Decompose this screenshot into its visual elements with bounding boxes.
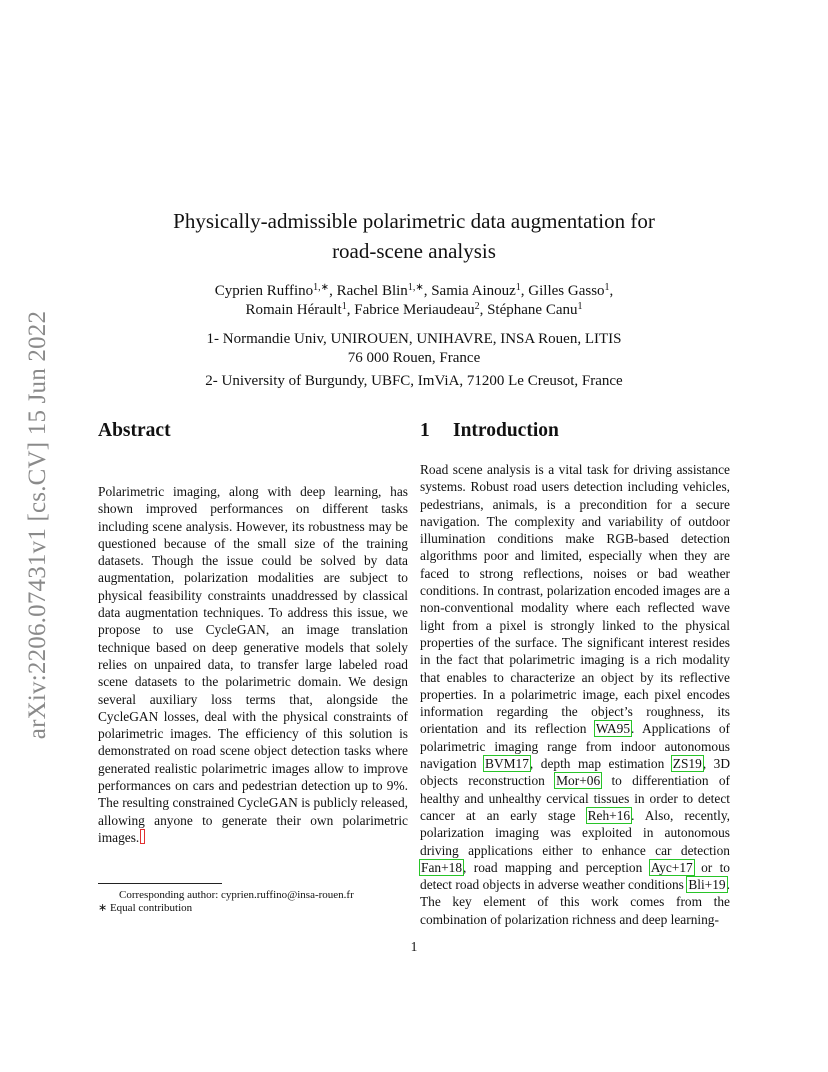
citation-link[interactable]: BVM17	[485, 756, 529, 772]
intro-text-segment: . Applications of polarimetric imaging range from indoor autonomous navigation	[420, 721, 731, 772]
author-affil-sup: 1	[341, 301, 347, 312]
title-line-1: Physically-admissible polarimetric data augmentation for	[173, 209, 655, 233]
affiliation-1-line-2: 76 000 Rouen, France	[347, 350, 481, 366]
author-sep: ,	[329, 283, 337, 299]
introduction-body	[420, 461, 730, 928]
citation-link[interactable]: Reh+16	[587, 807, 631, 823]
section-title: Introduction	[453, 420, 559, 441]
citation-link[interactable]: ZS19	[672, 756, 702, 772]
author-name: Fabrice Meriaudeau	[354, 302, 475, 318]
author-name: Rachel Blin	[336, 283, 408, 299]
arxiv-identifier-text: arXiv:2206.07431v1 [cs.CV] 15 Jun 2022	[24, 310, 51, 740]
abstract-body	[98, 483, 408, 846]
author-name: Cyprien Ruffino	[214, 283, 314, 299]
intro-text-segment: , 3D objects reconstruction	[420, 756, 731, 789]
citation-link[interactable]: WA95	[595, 721, 631, 737]
section-number: 1	[420, 420, 430, 441]
abstract-text: Polarimetric imaging, along with deep learning, has shown improved performances on different tasks including scene analysis. However, its robustness may be questioned because of the small size of the training datasets. Though the issue could be solved by data augmentation, polarization modalities are subject to physical feasibility constraints unaddressed by classical data augmentation techniques. To address this issue, we propose to use CycleGAN, an image translation technique based on deep generative models that solely relies on unpaired data, to transfer large labeled road scene datasets to the polarimetric domain. We design several auxiliary loss terms that, alongside the CycleGAN losses, deal with the physical constraints of polarimetric images. The efficiency of this solution is demonstrated on road scene object detection tasks where generated realistic polarimetric images allow to improve performances on cars and pedestrian detection up to 9%. The resulting constrained CycleGAN is publicly released, allowing anyone to generate their own polarimetric images.	[98, 484, 408, 845]
author-affil-sup: 1,∗	[313, 282, 330, 293]
author-affil-sup: 2	[474, 301, 480, 312]
title-line-2: road-scene analysis	[332, 239, 496, 263]
author-name: Stéphane Canu	[487, 302, 578, 318]
author-affil-sup: 1,∗	[407, 282, 424, 293]
citation-link[interactable]: Fan+18	[421, 859, 463, 875]
author-list	[98, 282, 730, 320]
author-line-1	[98, 282, 730, 301]
citation-link[interactable]: Ayc+17	[650, 859, 693, 875]
section-heading-introduction	[420, 420, 559, 442]
author-affil-sup: 1	[515, 282, 521, 293]
paper-title	[98, 206, 730, 266]
author-sep: ,	[423, 283, 432, 299]
author-sep: ,	[479, 302, 488, 318]
footnote-link-marker[interactable]	[140, 829, 145, 844]
citation-link[interactable]: Mor+06	[556, 773, 601, 789]
abstract-heading: Abstract	[98, 420, 171, 441]
footnote-corresponding-author: Corresponding author: cyprien.ruffino@insa-rouen.fr	[119, 889, 354, 901]
intro-text-segment: to differentiation of healthy and unhealthy cervical tissues in order to detect cancer at an early stage	[420, 773, 730, 823]
intro-text-segment: . Also, recently, polarization imaging was exploited in autonomous driving applications either to enhance car detection	[420, 807, 730, 858]
intro-text-segment: or to detect road objects in adverse weather conditions	[420, 859, 731, 893]
author-line-2	[98, 301, 730, 320]
affiliation-1	[98, 330, 730, 368]
author-sep: ,	[346, 302, 355, 318]
page-number: 1	[410, 939, 418, 954]
intro-text-segment: . The key element of this work comes from the combination of polarization richness and deep learning-	[420, 877, 730, 927]
author-sep: ,	[609, 283, 614, 299]
author-affil-sup: 1	[577, 301, 583, 312]
author-name: Gilles Gasso	[528, 283, 605, 299]
author-name: Romain Hérault	[245, 302, 342, 318]
intro-text-segment: Road scene analysis is a vital task for driving assistance systems. Robust road users detection including vehicles, pedestrians, animals, is a precondition for a secure navigation. The complexity and variability of outdoor illumination conditions make RGB-based detection algorithms poor and limited, especially when they are faced to strong reflections, noises or bad weather conditions. In contrast, polarization encoded images are a non-conventional modality where each reflected wave light from a pixel is strongly linked to the physical properties of the surface. The significant interest resides in the fact that polarimetric imaging is a rich modality that enables to characterize an object by its reflective properties. In a polarimetric image, each pixel encodes information regarding the object’s roughness, its orientation and its reflection	[420, 462, 730, 737]
footnote-divider	[98, 883, 222, 884]
citation-link[interactable]: Bli+19	[688, 877, 726, 893]
footnote-equal-contribution: ∗ Equal contribution	[98, 902, 193, 914]
author-name: Samia Ainouz	[431, 283, 516, 299]
arxiv-identifier	[18, 290, 58, 760]
affiliation-1-line-1: 1- Normandie Univ, UNIROUEN, UNIHAVRE, INSA Rouen, LITIS	[206, 331, 622, 347]
author-sep: ,	[520, 283, 529, 299]
intro-text-segment: , depth map estimation	[529, 756, 672, 772]
affiliation-2: 2- University of Burgundy, UBFC, ImViA, 71200 Le Creusot, France	[205, 373, 623, 389]
author-affil-sup: 1	[604, 282, 610, 293]
intro-text-segment: , road mapping and perception	[463, 859, 650, 875]
